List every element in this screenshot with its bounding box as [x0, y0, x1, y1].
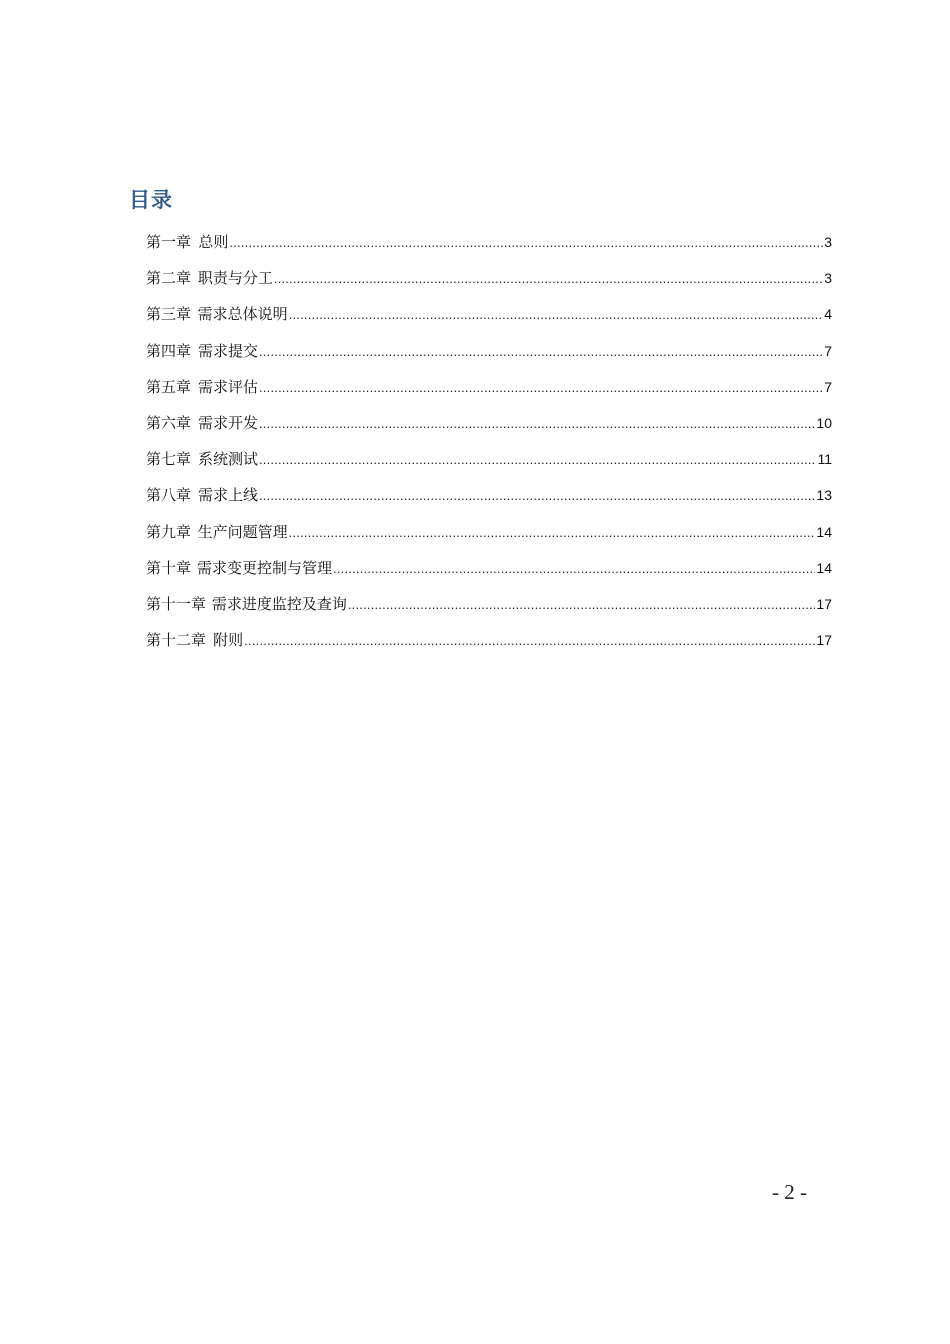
toc-chapter-number: 第二章 [146, 269, 192, 288]
toc-dot-leader [289, 519, 816, 547]
toc-chapter-title: 需求变更控制与管理 [197, 558, 333, 577]
toc-entry[interactable] [146, 337, 832, 373]
toc-chapter-number: 第五章 [146, 377, 192, 396]
toc-entry[interactable] [146, 518, 832, 554]
toc-page-number: 17 [816, 595, 832, 612]
toc-page-number: 11 [817, 451, 832, 468]
toc-chapter-number: 第十章 [146, 558, 192, 577]
toc-entry[interactable] [146, 409, 832, 445]
toc-chapter-title: 附则 [213, 631, 244, 650]
toc-page-number: 7 [824, 378, 832, 395]
toc-chapter-title: 系统测试 [197, 450, 258, 469]
toc-dot-leader [229, 229, 823, 257]
toc-chapter-number: 第四章 [146, 341, 192, 360]
toc-dot-leader [259, 338, 823, 366]
toc-list [146, 228, 832, 662]
toc-entry[interactable] [146, 264, 832, 300]
toc-entry[interactable] [146, 626, 832, 662]
toc-chapter-title: 需求总体说明 [197, 305, 288, 324]
toc-page-number: 14 [816, 523, 832, 540]
toc-page-number: 13 [816, 487, 832, 504]
toc-dot-leader [259, 446, 816, 474]
toc-chapter-title: 需求上线 [197, 486, 258, 505]
toc-dot-leader [289, 301, 824, 329]
toc-chapter-number: 第十二章 [146, 631, 207, 650]
toc-page-number: 3 [824, 270, 832, 287]
toc-page-number: 4 [824, 306, 832, 323]
toc-chapter-title: 需求开发 [197, 413, 258, 432]
page-number: - 2 - [772, 1180, 807, 1204]
toc-entry[interactable] [146, 373, 832, 409]
toc-entry[interactable] [146, 445, 832, 481]
toc-chapter-title: 总则 [198, 233, 229, 251]
toc-chapter-number: 第九章 [146, 522, 192, 541]
toc-dot-leader [259, 410, 815, 438]
toc-chapter-title: 需求进度监控及查询 [211, 594, 347, 613]
toc-entry[interactable] [146, 554, 832, 590]
toc-chapter-number: 第六章 [146, 413, 192, 432]
toc-page-number: 10 [816, 414, 832, 431]
toc-title: 目录 [129, 188, 173, 212]
toc-entry[interactable] [146, 590, 832, 626]
toc-chapter-number: 第八章 [146, 486, 192, 505]
toc-page-number: 3 [824, 234, 832, 250]
toc-page-number: 17 [816, 632, 832, 649]
toc-dot-leader [348, 591, 816, 619]
toc-chapter-title: 职责与分工 [197, 269, 273, 288]
toc-dot-leader [259, 482, 815, 510]
toc-chapter-number: 第十一章 [146, 594, 207, 613]
toc-page-number: 7 [824, 342, 832, 359]
toc-chapter-number: 第一章 [146, 233, 192, 251]
toc-dot-leader [244, 627, 815, 655]
toc-chapter-title: 需求提交 [198, 341, 259, 360]
toc-chapter-title: 生产问题管理 [197, 522, 288, 541]
toc-page-number: 14 [816, 559, 832, 576]
toc-chapter-title: 需求评估 [198, 377, 259, 396]
toc-chapter-number: 第七章 [146, 450, 192, 469]
toc-entry[interactable] [146, 300, 832, 336]
toc-dot-leader [274, 265, 823, 293]
toc-entry[interactable] [146, 481, 832, 517]
toc-chapter-number: 第三章 [146, 305, 192, 324]
toc-entry[interactable] [146, 228, 832, 264]
toc-dot-leader [333, 555, 815, 583]
toc-dot-leader [259, 374, 823, 402]
